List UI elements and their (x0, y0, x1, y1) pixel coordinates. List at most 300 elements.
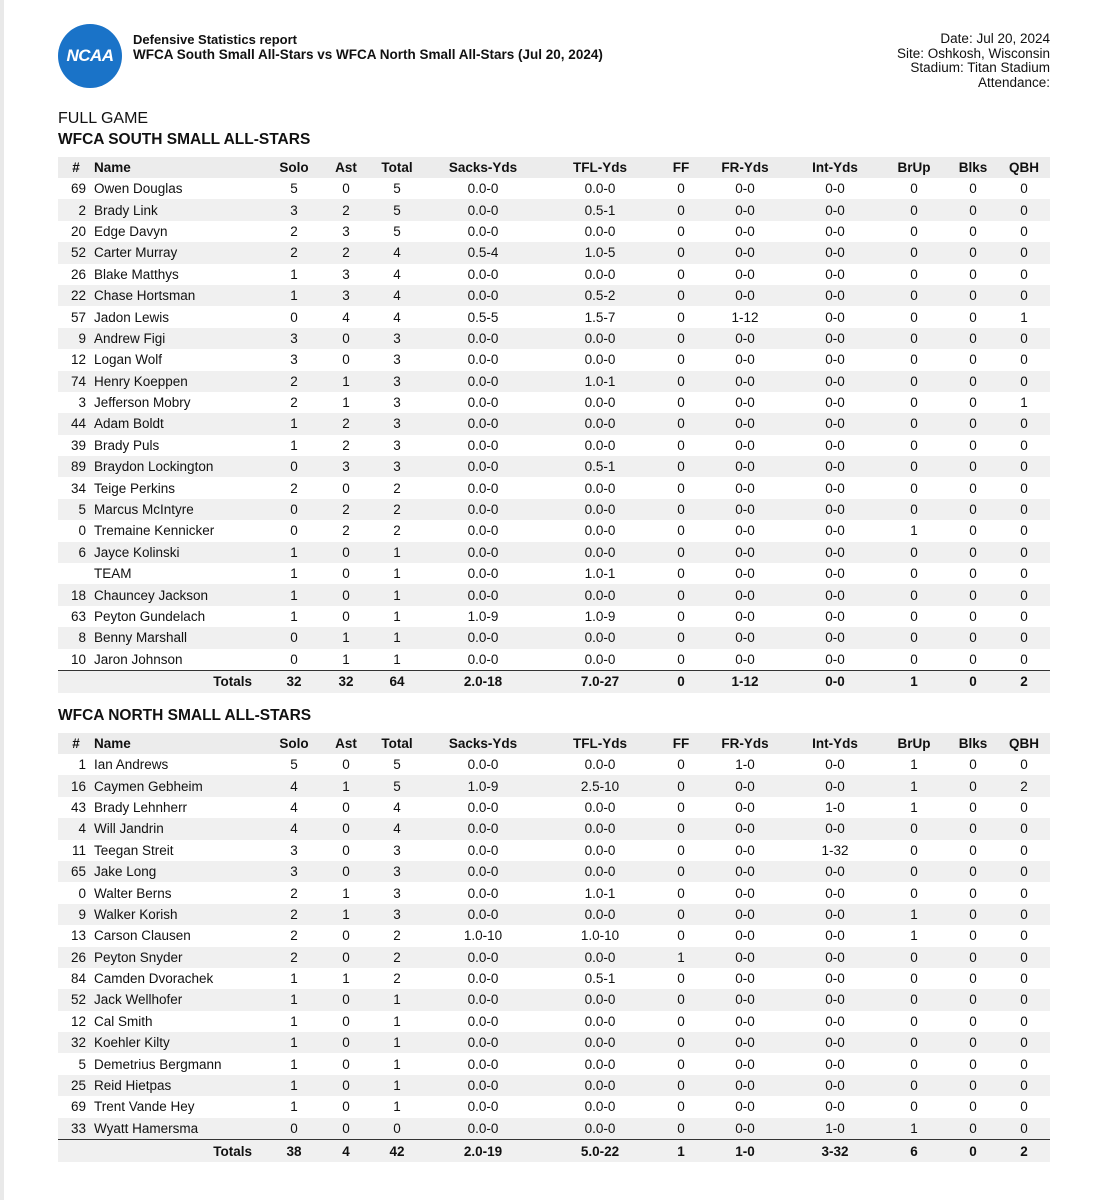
cell-tfl-yds: 0.0-0 (584, 523, 616, 539)
cell-solo: 2 (290, 223, 298, 239)
column-header-tfl-yds: TFL-Yds (538, 733, 662, 754)
cell-fr-yds: 0-0 (700, 1118, 790, 1140)
cell-solo: 2 (290, 885, 298, 901)
cell-solo: 2 (262, 371, 326, 392)
cell-number: 69 (70, 1099, 86, 1115)
column-header-name: Name (94, 733, 262, 754)
cell-sacks-yds: 0.0-0 (428, 199, 538, 220)
total-fr-yds: 1-0 (700, 1140, 790, 1163)
team-title-north: WFCA NORTH SMALL ALL-STARS (58, 707, 312, 724)
cell-tfl-yds: 0.5-2 (538, 285, 662, 306)
cell-blks: 0 (948, 1032, 998, 1053)
cell-ast: 0 (342, 609, 350, 624)
cell-ff: 0 (662, 242, 700, 263)
cell-qbh: 0 (1020, 651, 1028, 667)
cell-qbh: 0 (998, 328, 1050, 349)
cell-solo: 1 (262, 285, 326, 306)
total-qbh: 2 (998, 1140, 1050, 1163)
column-header-fr-yds: FR-Yds (700, 733, 790, 754)
cell-brup: 0 (880, 328, 948, 349)
stats-table-south (58, 157, 1050, 693)
cell-qbh: 1 (1020, 309, 1028, 325)
game-info (897, 32, 1050, 90)
cell-number: 4 (58, 818, 94, 839)
cell-name: Reid Hietpas (94, 1075, 262, 1096)
cell-brup: 1 (910, 928, 918, 944)
cell-ast: 0 (342, 352, 350, 368)
cell-qbh: 2 (998, 775, 1050, 796)
cell-name: Peyton Snyder (94, 947, 262, 968)
cell-name: Will Jandrin (94, 818, 262, 839)
cell-ast: 1 (342, 885, 350, 901)
cell-total: 1 (366, 1075, 428, 1096)
cell-brup: 0 (910, 885, 918, 901)
cell-solo: 0 (290, 309, 298, 325)
column-header-sacks-yds: Sacks-Yds (428, 733, 538, 754)
cell-sacks-yds: 0.0-0 (467, 352, 499, 368)
cell-tfl-yds: 0.0-0 (584, 842, 616, 858)
cell-int-yds: 0-0 (790, 904, 880, 925)
cell-tfl-yds: 0.0-0 (538, 1075, 662, 1096)
cell-brup: 1 (910, 757, 918, 773)
cell-sacks-yds: 0.0-0 (428, 1032, 538, 1053)
cell-blks: 0 (969, 1099, 977, 1115)
cell-solo: 1 (290, 266, 298, 282)
cell-sacks-yds: 0.0-0 (467, 971, 499, 987)
cell-blks: 0 (948, 947, 998, 968)
cell-number: 32 (58, 1032, 94, 1053)
cell-int-yds: 0-0 (825, 757, 845, 773)
cell-int-yds: 0-0 (825, 523, 845, 539)
cell-ast: 0 (342, 480, 350, 496)
cell-ff: 0 (677, 1099, 685, 1115)
cell-solo: 0 (262, 456, 326, 477)
cell-blks: 0 (948, 285, 998, 306)
table-row (58, 306, 1050, 327)
cell-fr-yds: 0-0 (700, 904, 790, 925)
cell-ff: 0 (677, 651, 685, 667)
cell-solo: 2 (262, 242, 326, 263)
cell-total: 5 (366, 199, 428, 220)
cell-blks: 0 (948, 413, 998, 434)
table-row (58, 1053, 1050, 1074)
cell-int-yds: 0-0 (790, 285, 880, 306)
cell-solo: 1 (290, 1056, 298, 1072)
cell-number: 13 (70, 928, 86, 944)
cell-int-yds: 0-0 (825, 437, 845, 453)
cell-int-yds: 0-0 (825, 928, 845, 944)
cell-fr-yds: 0-0 (735, 266, 755, 282)
cell-name: Logan Wolf (94, 352, 163, 368)
cell-ast: 2 (326, 199, 366, 220)
cell-solo: 0 (262, 499, 326, 520)
cell-solo: 1 (262, 1032, 326, 1053)
cell-solo: 0 (290, 523, 298, 539)
cell-ff: 0 (662, 456, 700, 477)
cell-int-yds: 0-0 (825, 181, 845, 197)
cell-brup: 1 (880, 1118, 948, 1140)
cell-fr-yds: 0-0 (735, 395, 755, 411)
cell-ast: 0 (326, 1075, 366, 1096)
cell-int-yds: 0-0 (790, 199, 880, 220)
cell-fr-yds: 0-0 (700, 199, 790, 220)
cell-name: Braydon Lockington (94, 456, 262, 477)
cell-total: 3 (366, 328, 428, 349)
cell-ff: 0 (662, 818, 700, 839)
table-row (58, 840, 1050, 861)
cell-name: Wyatt Hamersma (94, 1118, 262, 1140)
table-row (58, 264, 1050, 285)
cell-number: 10 (70, 651, 86, 667)
cell-int-yds: 0-0 (825, 609, 845, 624)
cell-fr-yds: 0-0 (700, 328, 790, 349)
cell-brup: 0 (880, 456, 948, 477)
table-row (58, 649, 1050, 671)
cell-tfl-yds: 0.0-0 (538, 328, 662, 349)
cell-brup: 0 (880, 818, 948, 839)
total-ast: 32 (326, 670, 366, 693)
cell-number: 18 (58, 584, 94, 605)
cell-int-yds: 0-0 (825, 352, 845, 368)
cell-fr-yds: 0-0 (735, 223, 755, 239)
cell-total: 4 (366, 242, 428, 263)
cell-fr-yds: 0-0 (700, 1032, 790, 1053)
cell-total: 1 (366, 627, 428, 648)
cell-ast: 0 (326, 584, 366, 605)
table-header-row (58, 733, 1050, 754)
cell-sacks-yds: 0.0-0 (428, 861, 538, 882)
cell-ast: 0 (342, 1013, 350, 1029)
cell-blks: 0 (948, 1118, 998, 1140)
cell-ast: 0 (326, 989, 366, 1010)
cell-fr-yds: 0-0 (700, 989, 790, 1010)
cell-blks: 0 (948, 542, 998, 563)
cell-sacks-yds: 0.0-0 (428, 456, 538, 477)
cell-ast: 2 (342, 437, 350, 453)
cell-blks: 0 (948, 328, 998, 349)
totals-row (58, 1140, 1050, 1163)
period-label: FULL GAME (58, 110, 149, 127)
cell-int-yds: 0-0 (790, 627, 880, 648)
cell-ff: 0 (662, 775, 700, 796)
cell-solo: 4 (290, 799, 298, 815)
cell-number: 34 (70, 480, 86, 496)
cell-number: 16 (58, 775, 94, 796)
cell-tfl-yds: 0.0-0 (584, 757, 616, 773)
cell-solo: 0 (262, 627, 326, 648)
cell-brup: 0 (910, 223, 918, 239)
cell-tfl-yds: 0.5-1 (538, 199, 662, 220)
cell-total: 1 (393, 609, 401, 624)
cell-qbh: 0 (1020, 437, 1028, 453)
table-row (58, 477, 1050, 498)
cell-qbh: 0 (1020, 352, 1028, 368)
cell-ff: 0 (677, 609, 685, 624)
cell-number: 22 (58, 285, 94, 306)
cell-qbh: 0 (998, 1075, 1050, 1096)
cell-name: Teige Perkins (94, 480, 176, 496)
total-brup: 6 (880, 1140, 948, 1163)
cell-number: 44 (58, 413, 94, 434)
cell-tfl-yds: 0.0-0 (538, 989, 662, 1010)
cell-ff: 0 (677, 181, 685, 197)
column-header-int-yds: Int-Yds (790, 733, 880, 754)
table-row (58, 456, 1050, 477)
cell-qbh: 0 (998, 242, 1050, 263)
cell-tfl-yds: 1.0-9 (584, 609, 616, 624)
cell-qbh: 1 (1020, 395, 1028, 411)
cell-brup: 0 (910, 352, 918, 368)
cell-brup: 0 (910, 480, 918, 496)
cell-ff: 0 (677, 309, 685, 325)
cell-number: 9 (58, 904, 94, 925)
cell-ast: 0 (326, 947, 366, 968)
cell-total: 1 (393, 1099, 401, 1115)
cell-sacks-yds: 0.0-0 (428, 627, 538, 648)
cell-tfl-yds: 0.5-1 (538, 456, 662, 477)
cell-name: Brady Link (94, 199, 262, 220)
cell-total: 5 (393, 757, 401, 773)
cell-sacks-yds: 0.5-5 (467, 309, 499, 325)
cell-fr-yds: 0-0 (735, 437, 755, 453)
cell-sacks-yds: 0.0-0 (467, 885, 499, 901)
cell-solo: 3 (262, 861, 326, 882)
cell-solo: 2 (290, 928, 298, 944)
cell-blks: 0 (948, 456, 998, 477)
cell-name: Adam Boldt (94, 413, 262, 434)
table-row (58, 882, 1050, 903)
cell-int-yds: 1-32 (821, 842, 849, 858)
cell-brup: 0 (880, 1032, 948, 1053)
cell-solo: 5 (290, 181, 298, 197)
cell-int-yds: 1-0 (790, 1118, 880, 1140)
cell-ast: 0 (326, 1118, 366, 1140)
total-ff: 0 (662, 670, 700, 693)
cell-blks: 0 (969, 181, 977, 197)
totals-row (58, 670, 1050, 693)
column-header-ff: FF (662, 733, 700, 754)
cell-qbh: 0 (998, 818, 1050, 839)
cell-total: 1 (366, 1032, 428, 1053)
cell-fr-yds: 0-0 (700, 1075, 790, 1096)
cell-name: Walter Berns (94, 885, 172, 901)
cell-sacks-yds: 0.0-0 (428, 989, 538, 1010)
cell-name: Trent Vande Hey (94, 1099, 195, 1115)
cell-total: 3 (393, 842, 401, 858)
cell-number: 26 (70, 266, 86, 282)
cell-sacks-yds: 0.0-0 (467, 480, 499, 496)
cell-ast: 3 (342, 266, 350, 282)
cell-total: 1 (393, 1056, 401, 1072)
column-header-total: Total (366, 733, 428, 754)
cell-total: 3 (366, 861, 428, 882)
cell-number (58, 563, 94, 584)
table-row (58, 947, 1050, 968)
cell-total: 3 (366, 371, 428, 392)
cell-tfl-yds: 0.0-0 (538, 1118, 662, 1140)
cell-sacks-yds: 0.0-0 (428, 818, 538, 839)
cell-ff: 0 (677, 523, 685, 539)
cell-solo: 0 (262, 1118, 326, 1140)
cell-number: 5 (78, 1056, 86, 1072)
cell-ff: 0 (662, 499, 700, 520)
cell-fr-yds: 0-0 (735, 842, 755, 858)
total-sacks-yds: 2.0-19 (428, 1140, 538, 1163)
cell-name: Chase Hortsman (94, 285, 262, 306)
cell-brup: 0 (910, 842, 918, 858)
cell-qbh: 0 (1020, 609, 1028, 624)
table-row (58, 199, 1050, 220)
cell-fr-yds: 1-0 (735, 757, 755, 773)
cell-qbh: 0 (998, 285, 1050, 306)
cell-name: Jaron Johnson (94, 651, 183, 667)
column-header-sacks-yds: Sacks-Yds (428, 157, 538, 178)
column-header-qbh: QBH (998, 157, 1050, 178)
table-row (58, 520, 1050, 541)
cell-blks: 0 (969, 1056, 977, 1072)
cell-fr-yds: 0-0 (735, 799, 755, 815)
cell-ast: 0 (342, 799, 350, 815)
table-header-row (58, 157, 1050, 178)
cell-tfl-yds: 0.5-1 (584, 971, 616, 987)
cell-number: 89 (58, 456, 94, 477)
total-sacks-yds: 2.0-18 (428, 670, 538, 693)
cell-qbh: 0 (1020, 1099, 1028, 1115)
cell-sacks-yds: 1.0-9 (428, 775, 538, 796)
cell-number: 0 (78, 885, 86, 901)
cell-solo: 4 (262, 818, 326, 839)
cell-fr-yds: 0-0 (735, 352, 755, 368)
cell-blks: 0 (948, 499, 998, 520)
column-header-ast: Ast (326, 157, 366, 178)
cell-solo: 1 (290, 437, 298, 453)
column-header-solo: Solo (262, 157, 326, 178)
cell-fr-yds: 0-0 (735, 971, 755, 987)
total-total: 42 (366, 1140, 428, 1163)
cell-sacks-yds: 0.0-0 (428, 413, 538, 434)
cell-ff: 0 (662, 904, 700, 925)
cell-total: 3 (393, 352, 401, 368)
cell-brup: 1 (910, 799, 918, 815)
cell-brup: 0 (910, 651, 918, 667)
table-row (58, 499, 1050, 520)
cell-tfl-yds: 0.0-0 (538, 413, 662, 434)
cell-tfl-yds: 1.0-1 (584, 885, 616, 901)
cell-brup: 0 (910, 609, 918, 624)
cell-name: Carson Clausen (94, 928, 191, 944)
cell-blks: 0 (969, 437, 977, 453)
totals-label: Totals (58, 670, 262, 693)
cell-int-yds: 0-0 (790, 242, 880, 263)
column-header-number: # (58, 733, 94, 754)
cell-name: Cal Smith (94, 1013, 153, 1029)
cell-qbh: 0 (998, 627, 1050, 648)
cell-number: 33 (58, 1118, 94, 1140)
cell-tfl-yds: 0.0-0 (538, 1032, 662, 1053)
cell-number: 43 (70, 799, 86, 815)
cell-sacks-yds: 0.0-0 (428, 1118, 538, 1140)
cell-tfl-yds: 1.0-1 (538, 371, 662, 392)
cell-tfl-yds: 1.0-10 (580, 928, 620, 944)
table-row (58, 989, 1050, 1010)
cell-sacks-yds: 0.0-0 (467, 651, 499, 667)
cell-tfl-yds: 0.0-0 (584, 1013, 616, 1029)
cell-sacks-yds: 0.0-0 (428, 328, 538, 349)
column-header-name: Name (94, 157, 262, 178)
ncaa-logo-text: NCAA (66, 46, 114, 65)
cell-int-yds: 0-0 (825, 266, 845, 282)
cell-blks: 0 (969, 799, 977, 815)
report-title: Defensive Statistics report (133, 32, 298, 47)
cell-tfl-yds: 0.0-0 (538, 861, 662, 882)
cell-qbh: 0 (1020, 223, 1028, 239)
total-tfl-yds: 5.0-22 (538, 1140, 662, 1163)
table-row (58, 242, 1050, 263)
cell-fr-yds: 0-0 (700, 456, 790, 477)
cell-total: 4 (393, 266, 401, 282)
cell-blks: 0 (948, 1075, 998, 1096)
cell-fr-yds: 0-0 (700, 584, 790, 605)
cell-brup: 1 (880, 904, 948, 925)
cell-name: Koehler Kilty (94, 1032, 262, 1053)
cell-ff: 0 (662, 542, 700, 563)
column-header-ast: Ast (326, 733, 366, 754)
cell-tfl-yds: 1.5-7 (584, 309, 616, 325)
cell-blks: 0 (948, 584, 998, 605)
cell-brup: 0 (910, 309, 918, 325)
cell-sacks-yds: 0.0-0 (467, 266, 499, 282)
cell-ff: 0 (662, 1118, 700, 1140)
cell-ff: 0 (677, 1013, 685, 1029)
cell-sacks-yds: 0.0-0 (428, 285, 538, 306)
cell-qbh: 0 (998, 413, 1050, 434)
cell-ast: 3 (342, 223, 350, 239)
game-site: Site: Oshkosh, Wisconsin (896, 45, 1050, 61)
cell-total: 1 (366, 584, 428, 605)
cell-total: 2 (366, 947, 428, 968)
cell-fr-yds: 0-0 (735, 566, 755, 582)
cell-ff: 0 (677, 885, 685, 901)
cell-total: 4 (393, 309, 401, 325)
cell-ast: 0 (342, 1099, 350, 1115)
cell-ast: 2 (342, 523, 350, 539)
cell-qbh: 0 (998, 499, 1050, 520)
cell-total: 3 (393, 437, 401, 453)
cell-blks: 0 (969, 480, 977, 496)
cell-blks: 0 (969, 651, 977, 667)
cell-ff: 0 (662, 627, 700, 648)
column-header-qbh: QBH (998, 733, 1050, 754)
cell-solo: 1 (262, 413, 326, 434)
cell-tfl-yds: 1.0-5 (538, 242, 662, 263)
cell-name: Blake Matthys (94, 266, 179, 282)
cell-brup: 0 (880, 285, 948, 306)
total-blks: 0 (948, 1140, 998, 1163)
cell-tfl-yds: 0.0-0 (538, 627, 662, 648)
cell-ff: 1 (662, 947, 700, 968)
cell-number: 84 (70, 971, 86, 987)
cell-int-yds: 0-0 (825, 971, 845, 987)
cell-total: 3 (393, 395, 401, 411)
cell-tfl-yds: 0.0-0 (538, 818, 662, 839)
cell-sacks-yds: 0.0-0 (467, 842, 499, 858)
table-row (58, 797, 1050, 818)
table-row (58, 861, 1050, 882)
cell-blks: 0 (948, 371, 998, 392)
cell-int-yds: 0-0 (825, 223, 845, 239)
cell-blks: 0 (969, 971, 977, 987)
table-row (58, 1118, 1050, 1140)
